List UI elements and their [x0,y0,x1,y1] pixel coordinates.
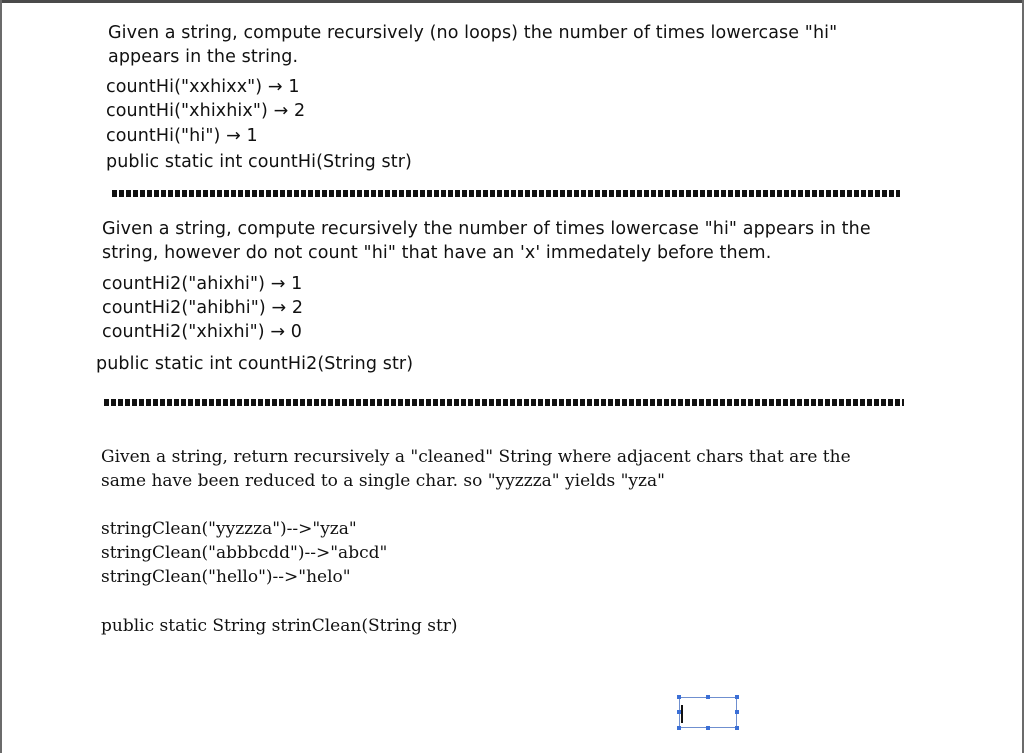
problem-2-example-3: countHi2("xhixhi") → 0 [102,322,303,342]
problem-3-example-1: stringClean("yyzzza")-->"yza" [101,519,357,539]
problem-3-example-2: stringClean("abbbcdd")-->"abcd" [101,543,388,563]
problem-1-signature: public static int countHi(String str) [106,152,412,172]
resize-handle-middle-right[interactable] [735,710,739,714]
problem-2-example-1: countHi2("ahixhi") → 1 [102,274,303,294]
problem-1-example-3: countHi("hi") → 1 [106,126,258,146]
resize-handle-top-middle[interactable] [706,695,710,699]
resize-handle-top-right[interactable] [735,695,739,699]
problem-2-example-2: countHi2("ahibhi") → 2 [102,298,304,318]
separator-2 [104,399,904,406]
problem-1-example-2: countHi("xhixhix") → 2 [106,101,306,121]
problem-2-signature: public static int countHi2(String str) [96,354,414,374]
resize-handle-bottom-middle[interactable] [706,726,710,730]
problem-1-description: Given a string, compute recursively (no loops) the number of times lowercase "hi" appears in the string. [108,23,838,67]
selected-text-box[interactable] [679,697,737,728]
window-left-border [0,0,2,753]
resize-handle-bottom-right[interactable] [735,726,739,730]
window-top-border [0,0,1024,3]
problem-2-description: Given a string, compute recursively the number of times lowercase "hi" appears in the string, however do not count "hi" that have an 'x' immedately before them. [102,219,871,263]
problem-3-description: Given a string, return recursively a "cleaned" String where adjacent chars that are the same have been reduced to a single char. so "yyzzza" yields "yza" [101,447,851,491]
text-caret [681,705,683,723]
resize-handle-bottom-left[interactable] [677,726,681,730]
resize-handle-middle-left[interactable] [677,710,681,714]
problem-1-example-1: countHi("xxhixx") → 1 [106,77,300,97]
problem-3-example-3: stringClean("hello")-->"helo" [101,567,351,587]
separator-1 [112,190,900,197]
problem-3-signature: public static String strinClean(String str) [101,616,458,636]
resize-handle-top-left[interactable] [677,695,681,699]
